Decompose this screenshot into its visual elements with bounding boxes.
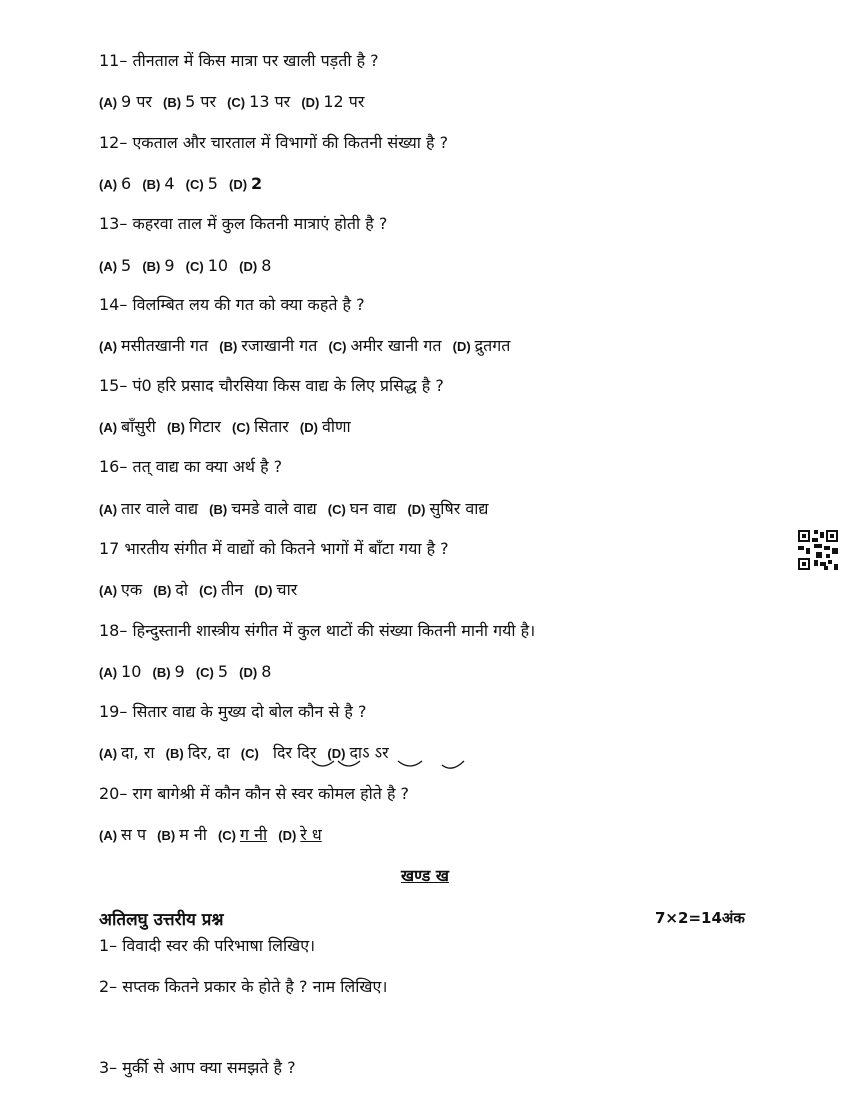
option-text: 13 पर	[249, 92, 291, 111]
option-text: 9	[164, 256, 175, 275]
option-label: (D)	[254, 583, 273, 598]
option-label: (D)	[407, 502, 426, 517]
option-label: (A)	[99, 177, 118, 192]
short-question-2: 2– सप्तक कितने प्रकार के होते है ? नाम लिखिए।	[99, 977, 388, 996]
options-12	[99, 173, 268, 196]
option-label: (B)	[219, 339, 238, 354]
short-question-3: 3– मुर्की से आप क्या समझते है ?	[99, 1058, 296, 1077]
option-label: (B)	[142, 177, 161, 192]
option-text: 5	[217, 662, 229, 681]
option-label: (A)	[99, 502, 118, 517]
option-text: दिर, दा	[187, 743, 230, 762]
question-17: 17 भारतीय संगीत में वाद्यों को कितने भागों में बाँटा गया है ?	[99, 539, 449, 558]
option-label: (D)	[278, 828, 297, 843]
option-label: (B)	[166, 420, 185, 435]
option-text: 10	[207, 256, 229, 275]
option-text: तार वाले वाद्य	[121, 499, 199, 518]
option-label: (B)	[165, 746, 184, 761]
option-label: (C)	[185, 259, 204, 274]
option-text: सितार	[254, 417, 289, 436]
question-14: 14– विलम्बित लय की गत को क्या कहते है ?	[99, 295, 365, 314]
options-17	[99, 579, 303, 602]
option-text: 4	[164, 174, 175, 193]
question-12: 12– एकताल और चारताल में विभागों की कितनी संख्या है ?	[99, 133, 449, 152]
option-label: (A)	[99, 746, 118, 761]
option-label: (B)	[209, 502, 228, 517]
option-label: (A)	[99, 665, 118, 680]
option-text: दो	[175, 580, 188, 599]
option-text: 2	[251, 174, 263, 193]
option-text: रजाखानी गत	[241, 336, 318, 355]
options-11	[99, 91, 370, 114]
option-label: (C)	[328, 339, 347, 354]
option-label: (D)	[239, 665, 258, 680]
options-20	[99, 824, 328, 847]
question-11: 11– तीनताल में किस मात्रा पर खाली पड़ती है ?	[99, 51, 379, 70]
option-text: 9 पर	[121, 92, 152, 111]
option-text: दाऽ ऽर	[349, 743, 389, 762]
option-label: (C)	[327, 502, 346, 517]
option-label: (B)	[142, 259, 161, 274]
option-text: 5	[121, 256, 132, 275]
option-text: घन वाद्य	[349, 499, 397, 518]
section-marks: 7×2=14अंक	[655, 909, 745, 927]
option-text: सुषिर वाद्य	[429, 499, 489, 518]
options-15	[99, 416, 357, 439]
option-label: (D)	[327, 746, 346, 761]
option-text: 6	[121, 174, 132, 193]
question-18: 18– हिन्दुस्तानी शास्त्रीय संगीत में कुल थाटों की संख्या कितनी मानी गयी है।	[99, 621, 536, 640]
options-16	[99, 498, 494, 521]
option-text: एक	[121, 580, 143, 599]
option-label: (A)	[99, 420, 118, 435]
short-question-1: 1– विवादी स्वर की परिभाषा लिखिए।	[99, 936, 316, 955]
option-text: मसीतखानी गत	[121, 336, 209, 355]
option-text: द्रुतगत	[474, 336, 511, 355]
option-text: म नी	[179, 825, 207, 844]
option-label: (C)	[240, 746, 259, 761]
option-label: (A)	[99, 339, 118, 354]
option-label: (C)	[195, 665, 214, 680]
option-text: वीणा	[321, 417, 351, 436]
option-text: 12 पर	[323, 92, 365, 111]
question-13: 13– कहरवा ताल में कुल कितनी मात्राएं होती है ?	[99, 214, 388, 233]
option-text: 9	[174, 662, 185, 681]
option-text: 10	[121, 662, 142, 681]
option-text: दा, रा	[121, 743, 155, 762]
option-text: चमडे वाले वाद्य	[231, 499, 317, 518]
option-text: दिर दिर	[272, 743, 317, 762]
question-19: 19– सितार वाद्य के मुख्य दो बोल कौन से है ?	[99, 702, 367, 721]
option-label: (A)	[99, 828, 118, 843]
option-label: (B)	[163, 95, 182, 110]
option-label: (A)	[99, 583, 118, 598]
option-text: बाँसुरी	[121, 417, 156, 436]
option-label: (D)	[452, 339, 471, 354]
option-label: (D)	[228, 177, 248, 192]
qr-code-icon	[798, 530, 838, 570]
option-text: रे ध	[300, 825, 322, 844]
option-text: तीन	[221, 580, 244, 599]
option-label: (A)	[99, 259, 118, 274]
option-label: (B)	[157, 828, 176, 843]
option-label: (C)	[199, 583, 218, 598]
option-text: 5 पर	[185, 92, 216, 111]
options-14	[99, 335, 516, 358]
options-13	[99, 255, 277, 278]
options-18	[99, 661, 277, 684]
question-15: 15– पं0 हरि प्रसाद चौरसिया किस वाद्य के लिए प्रसिद्ध है ?	[99, 376, 444, 395]
option-label: (B)	[152, 665, 171, 680]
option-text: ग नी	[240, 825, 268, 844]
option-text: 8	[261, 662, 272, 681]
option-label: (D)	[301, 95, 320, 110]
question-20: 20– राग बागेश्री में कौन कौन से स्वर कोमल होते है ?	[99, 784, 410, 803]
option-text: गिटार	[188, 417, 221, 436]
option-label: (B)	[153, 583, 172, 598]
option-text: 5	[207, 174, 218, 193]
option-label: (D)	[239, 259, 258, 274]
option-label: (A)	[99, 95, 118, 110]
section-subheading: अतिलघु उत्तरीय प्रश्न	[99, 910, 224, 930]
meend-tie-marks	[310, 757, 470, 773]
option-text: अमीर खानी गत	[350, 336, 442, 355]
option-label: (D)	[299, 420, 318, 435]
option-text: चार	[276, 580, 298, 599]
option-label: (C)	[227, 95, 246, 110]
option-label: (C)	[217, 828, 237, 843]
option-text: 8	[261, 256, 272, 275]
option-label: (C)	[231, 420, 251, 435]
section-title	[0, 864, 850, 886]
section-title-text: खण्ड ख	[401, 866, 449, 885]
question-16: 16– तत् वाद्य का क्या अर्थ है ?	[99, 457, 283, 476]
option-text: स प	[121, 825, 147, 844]
option-label: (C)	[185, 177, 204, 192]
